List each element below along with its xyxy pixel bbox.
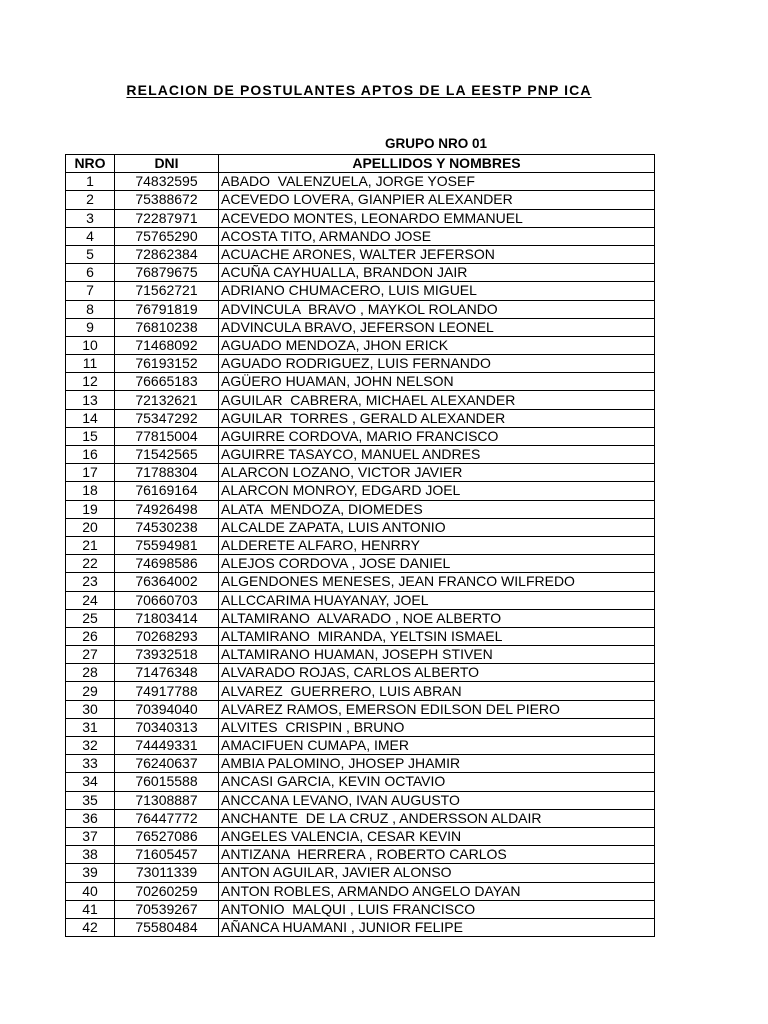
- row-dni: 75765290: [115, 227, 219, 245]
- row-number: 8: [66, 300, 115, 318]
- row-number: 24: [66, 591, 115, 609]
- row-number: 33: [66, 755, 115, 773]
- table-row: [66, 809, 655, 827]
- row-dni: 76527086: [115, 827, 219, 845]
- row-dni: 76364002: [115, 573, 219, 591]
- table-row: [66, 882, 655, 900]
- row-name: ALARCON MONROY, EDGARD JOEL: [219, 482, 655, 500]
- table-row: [66, 427, 655, 445]
- row-name: ALCALDE ZAPATA, LUIS ANTONIO: [219, 518, 655, 536]
- row-name: ANCASI GARCIA, KEVIN OCTAVIO: [219, 773, 655, 791]
- row-name: ANTIZANA HERRERA , ROBERTO CARLOS: [219, 846, 655, 864]
- table-row: [66, 245, 655, 263]
- row-dni: 77815004: [115, 427, 219, 445]
- table-row: [66, 264, 655, 282]
- row-dni: 71788304: [115, 464, 219, 482]
- row-name: ABADO VALENZUELA, JORGE YOSEF: [219, 173, 655, 191]
- row-dni: 76810238: [115, 318, 219, 336]
- table-row: [66, 573, 655, 591]
- row-dni: 74530238: [115, 518, 219, 536]
- row-dni: 74449331: [115, 737, 219, 755]
- row-number: 2: [66, 191, 115, 209]
- table-row: [66, 918, 655, 936]
- row-number: 3: [66, 209, 115, 227]
- row-dni: 74926498: [115, 500, 219, 518]
- row-dni: 76193152: [115, 355, 219, 373]
- row-dni: 70268293: [115, 627, 219, 645]
- row-dni: 76240637: [115, 755, 219, 773]
- row-number: 5: [66, 245, 115, 263]
- header-names: APELLIDOS Y NOMBRES: [219, 155, 655, 173]
- row-dni: 71562721: [115, 282, 219, 300]
- row-number: 17: [66, 464, 115, 482]
- row-name: ANTONIO MALQUI , LUIS FRANCISCO: [219, 900, 655, 918]
- row-dni: 71542565: [115, 446, 219, 464]
- row-name: AGUIRRE TASAYCO, MANUEL ANDRES: [219, 446, 655, 464]
- row-dni: 75347292: [115, 409, 219, 427]
- row-name: AGUADO MENDOZA, JHON ERICK: [219, 336, 655, 354]
- row-name: ADVINCULA BRAVO , MAYKOL ROLANDO: [219, 300, 655, 318]
- row-name: ACEVEDO MONTES, LEONARDO EMMANUEL: [219, 209, 655, 227]
- table-row: [66, 173, 655, 191]
- table-row: [66, 318, 655, 336]
- table-row: [66, 646, 655, 664]
- row-name: ACUÑA CAYHUALLA, BRANDON JAIR: [219, 264, 655, 282]
- row-dni: 76169164: [115, 482, 219, 500]
- row-name: ALVAREZ RAMOS, EMERSON EDILSON DEL PIERO: [219, 700, 655, 718]
- table-row: [66, 482, 655, 500]
- row-number: 34: [66, 773, 115, 791]
- row-dni: 72287971: [115, 209, 219, 227]
- row-name: ANCHANTE DE LA CRUZ , ANDERSSON ALDAIR: [219, 809, 655, 827]
- row-name: ALEJOS CORDOVA , JOSE DANIEL: [219, 555, 655, 573]
- row-number: 22: [66, 555, 115, 573]
- row-number: 42: [66, 918, 115, 936]
- table-row: [66, 864, 655, 882]
- row-name: ADRIANO CHUMACERO, LUIS MIGUEL: [219, 282, 655, 300]
- row-dni: 72132621: [115, 391, 219, 409]
- row-name: ALLCCARIMA HUAYANAY, JOEL: [219, 591, 655, 609]
- row-dni: 74832595: [115, 173, 219, 191]
- row-dni: 74917788: [115, 682, 219, 700]
- table-row: [66, 464, 655, 482]
- row-name: ACOSTA TITO, ARMANDO JOSE: [219, 227, 655, 245]
- row-dni: 75580484: [115, 918, 219, 936]
- row-name: ALDERETE ALFARO, HENRRY: [219, 536, 655, 554]
- table-row: [66, 500, 655, 518]
- row-name: AGUIRRE CORDOVA, MARIO FRANCISCO: [219, 427, 655, 445]
- row-dni: 76665183: [115, 373, 219, 391]
- row-number: 36: [66, 809, 115, 827]
- row-number: 30: [66, 700, 115, 718]
- row-number: 26: [66, 627, 115, 645]
- row-number: 31: [66, 718, 115, 736]
- row-dni: 71468092: [115, 336, 219, 354]
- group-title: GRUPO NRO 01: [384, 136, 488, 151]
- row-number: 6: [66, 264, 115, 282]
- applicants-table: [65, 154, 655, 937]
- row-number: 18: [66, 482, 115, 500]
- row-number: 39: [66, 864, 115, 882]
- row-dni: 70539267: [115, 900, 219, 918]
- row-name: ALVARADO ROJAS, CARLOS ALBERTO: [219, 664, 655, 682]
- row-name: ALATA MENDOZA, DIOMEDES: [219, 500, 655, 518]
- table-row: [66, 391, 655, 409]
- row-dni: 76791819: [115, 300, 219, 318]
- table-row: [66, 227, 655, 245]
- row-number: 12: [66, 373, 115, 391]
- row-number: 28: [66, 664, 115, 682]
- table-row: [66, 591, 655, 609]
- row-number: 11: [66, 355, 115, 373]
- document-title: RELACION DE POSTULANTES APTOS DE LA EESTP PNP ICA: [126, 82, 592, 98]
- row-number: 38: [66, 846, 115, 864]
- table-row: [66, 446, 655, 464]
- table-row: [66, 737, 655, 755]
- table-row: [66, 300, 655, 318]
- row-name: ALVITES CRISPIN , BRUNO: [219, 718, 655, 736]
- row-name: ACUACHE ARONES, WALTER JEFERSON: [219, 245, 655, 263]
- table-row: [66, 355, 655, 373]
- row-name: AGUILAR TORRES , GERALD ALEXANDER: [219, 409, 655, 427]
- row-number: 40: [66, 882, 115, 900]
- row-number: 41: [66, 900, 115, 918]
- row-number: 35: [66, 791, 115, 809]
- row-dni: 70340313: [115, 718, 219, 736]
- row-number: 1: [66, 173, 115, 191]
- row-number: 10: [66, 336, 115, 354]
- table-row: [66, 755, 655, 773]
- row-name: ACEVEDO LOVERA, GIANPIER ALEXANDER: [219, 191, 655, 209]
- row-name: ANTON ROBLES, ARMANDO ANGELO DAYAN: [219, 882, 655, 900]
- row-name: ADVINCULA BRAVO, JEFERSON LEONEL: [219, 318, 655, 336]
- row-name: ALARCON LOZANO, VICTOR JAVIER: [219, 464, 655, 482]
- row-name: ANCCANA LEVANO, IVAN AUGUSTO: [219, 791, 655, 809]
- row-name: ANTON AGUILAR, JAVIER ALONSO: [219, 864, 655, 882]
- row-number: 16: [66, 446, 115, 464]
- row-dni: 70260259: [115, 882, 219, 900]
- table-row: [66, 846, 655, 864]
- row-name: ALTAMIRANO ALVARADO , NOE ALBERTO: [219, 609, 655, 627]
- row-dni: 71605457: [115, 846, 219, 864]
- row-number: 21: [66, 536, 115, 554]
- row-dni: 73932518: [115, 646, 219, 664]
- table-row: [66, 718, 655, 736]
- table-row: [66, 336, 655, 354]
- row-number: 4: [66, 227, 115, 245]
- table-row: [66, 773, 655, 791]
- table-row: [66, 409, 655, 427]
- row-name: AMBIA PALOMINO, JHOSEP JHAMIR: [219, 755, 655, 773]
- table-row: [66, 627, 655, 645]
- row-name: ALGENDONES MENESES, JEAN FRANCO WILFREDO: [219, 573, 655, 591]
- row-number: 27: [66, 646, 115, 664]
- row-name: ANGELES VALENCIA, CESAR KEVIN: [219, 827, 655, 845]
- row-dni: 76879675: [115, 264, 219, 282]
- row-dni: 71308887: [115, 791, 219, 809]
- row-name: AMACIFUEN CUMAPA, IMER: [219, 737, 655, 755]
- row-dni: 72862384: [115, 245, 219, 263]
- table-row: [66, 555, 655, 573]
- row-name: AGÜERO HUAMAN, JOHN NELSON: [219, 373, 655, 391]
- row-dni: 74698586: [115, 555, 219, 573]
- row-dni: 73011339: [115, 864, 219, 882]
- header-dni: DNI: [115, 155, 219, 173]
- row-number: 25: [66, 609, 115, 627]
- row-dni: 75594981: [115, 536, 219, 554]
- row-number: 23: [66, 573, 115, 591]
- row-number: 19: [66, 500, 115, 518]
- row-dni: 76447772: [115, 809, 219, 827]
- row-number: 7: [66, 282, 115, 300]
- row-dni: 71803414: [115, 609, 219, 627]
- table-row: [66, 609, 655, 627]
- table-row: [66, 664, 655, 682]
- table-row: [66, 700, 655, 718]
- row-name: ALVAREZ GUERRERO, LUIS ABRAN: [219, 682, 655, 700]
- table-row: [66, 827, 655, 845]
- row-number: 9: [66, 318, 115, 336]
- header-nro: NRO: [66, 155, 115, 173]
- row-name: ALTAMIRANO MIRANDA, YELTSIN ISMAEL: [219, 627, 655, 645]
- row-dni: 75388672: [115, 191, 219, 209]
- row-number: 13: [66, 391, 115, 409]
- table-row: [66, 518, 655, 536]
- row-name: AÑANCA HUAMANI , JUNIOR FELIPE: [219, 918, 655, 936]
- row-dni: 70394040: [115, 700, 219, 718]
- row-number: 15: [66, 427, 115, 445]
- row-number: 20: [66, 518, 115, 536]
- table-row: [66, 900, 655, 918]
- row-name: ALTAMIRANO HUAMAN, JOSEPH STIVEN: [219, 646, 655, 664]
- row-number: 37: [66, 827, 115, 845]
- table-body: [66, 173, 655, 937]
- table-header-row: [66, 155, 655, 173]
- row-dni: 70660703: [115, 591, 219, 609]
- row-dni: 71476348: [115, 664, 219, 682]
- row-name: AGUILAR CABRERA, MICHAEL ALEXANDER: [219, 391, 655, 409]
- row-number: 14: [66, 409, 115, 427]
- table-row: [66, 282, 655, 300]
- row-name: AGUADO RODRIGUEZ, LUIS FERNANDO: [219, 355, 655, 373]
- table-row: [66, 209, 655, 227]
- table-row: [66, 373, 655, 391]
- table-row: [66, 191, 655, 209]
- table-row: [66, 791, 655, 809]
- table-row: [66, 682, 655, 700]
- row-number: 29: [66, 682, 115, 700]
- row-dni: 76015588: [115, 773, 219, 791]
- table-row: [66, 536, 655, 554]
- row-number: 32: [66, 737, 115, 755]
